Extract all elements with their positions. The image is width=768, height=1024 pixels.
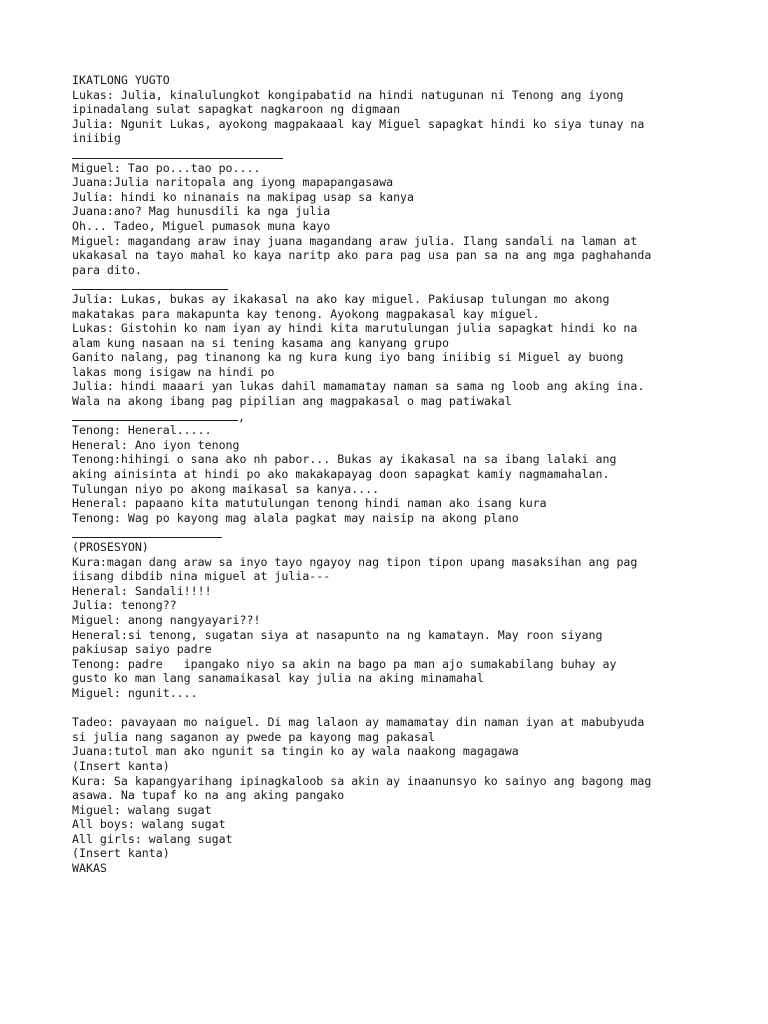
script-line: Heneral: Ano iyon tenong: [72, 437, 240, 452]
script-document: [72, 73, 722, 876]
script-line: Miguel: magandang araw inay juana magandang araw julia. Ilang sandali na laman at: [72, 233, 638, 248]
script-line: ukakasal na tayo mahal ko kaya naritp ako para pag usa pan sa na ang mga paghahanda: [72, 248, 652, 263]
script-line: aking ainisinta at hindi po ako makakapayag doon sapagkat kamiy nagmamahalan.: [72, 467, 610, 482]
separator-comma: ,: [238, 410, 245, 425]
script-line: Julia: Ngunit Lukas, ayokong magpakaaal kay Miguel sapagkat hindi ko siya tunay na: [72, 116, 645, 131]
script-line: Juana:ano? Mag hunusdili ka nga julia: [72, 204, 331, 219]
script-line: Heneral: papaano kita matutulungan tenong hindi naman ako isang kura: [72, 496, 547, 511]
script-line: lakas mong isigaw na hindi po: [72, 364, 275, 379]
script-line: Tadeo: pavayaan mo naiguel. Di mag lalaon ay mamamatay din naman iyan at mabubyuda: [72, 715, 645, 730]
script-line: All girls: walang sugat: [72, 831, 233, 846]
script-line: iisang dibdib nina miguel at julia---: [72, 569, 331, 584]
script-line: Tulungan niyo po akong maikasal sa kanya....: [72, 481, 380, 496]
separator-rule: [72, 525, 722, 540]
separator-rule: [72, 146, 722, 161]
ending-line: WAKAS: [72, 861, 107, 876]
script-line: Julia: tenong??: [72, 598, 177, 613]
script-line: Juana:Julia naritopala ang iyong mapapangasawa: [72, 175, 394, 190]
script-line: Miguel: walang sugat: [72, 802, 212, 817]
script-line: Tenong: Wag po kayong mag alala pagkat may naisip na akong plano: [72, 510, 519, 525]
script-line: Miguel: Tao po...tao po....: [72, 160, 261, 175]
script-line: para dito.: [72, 262, 142, 277]
script-line: Heneral: Sandali!!!!: [72, 583, 212, 598]
script-line: Heneral:si tenong, sugatan siya at nasapunto na ng kamatayn. May roon siyang: [72, 627, 603, 642]
script-line: Lukas: Julia, kinalulungkot kongipabatid na hindi natugunan ni Tenong ang iyong: [72, 87, 624, 102]
script-line: Julia: hindi maaari yan lukas dahil mamamatay naman sa sama ng loob ang aking ina.: [72, 379, 645, 394]
script-line: Miguel: anong nangyayari??!: [72, 612, 261, 627]
script-line: All boys: walang sugat: [72, 817, 226, 832]
script-line: makatakas para makapunta kay tenong. Ayokong magpakasal kay miguel.: [72, 306, 540, 321]
script-line: (Insert kanta): [72, 758, 170, 773]
script-line: Lukas: Gistohin ko nam iyan ay hindi kita marutulungan julia sapagkat hindi ko na: [72, 321, 638, 336]
script-line: Tenong: padre ipangako niyo sa akin na bago pa man ajo sumakabilang buhay ay: [72, 656, 617, 671]
script-line: (PROSESYON): [72, 540, 149, 554]
script-line: si julia nang saganon ay pwede pa kayong mag pakasal: [72, 729, 435, 744]
script-line: Miguel: ngunit....: [72, 685, 198, 700]
script-line: alam kung nasaan na si tening kasama ang kanyang grupo: [72, 335, 449, 350]
script-line: pakiusap saiyo padre: [72, 642, 212, 657]
blank-line: [72, 701, 722, 716]
script-line: Kura:magan dang araw sa inyo tayo ngayoy nag tipon tipon upang masaksihan ang pag: [72, 554, 638, 569]
separator-rule: [72, 277, 722, 292]
script-line: iniibig: [72, 131, 121, 146]
document-title: IKATLONG YUGTO: [72, 73, 170, 87]
script-line: ipinadalang sulat sapagkat nagkaroon ng digmaan: [72, 102, 401, 117]
script-line: Tenong:hihingi o sana ako nh pabor... Bukas ay ikakasal na sa ibang lalaki ang: [72, 452, 617, 467]
script-line: Wala na akong ibang pag pipilian ang magpakasal o mag patiwakal: [72, 394, 512, 409]
script-line: (Insert kanta): [72, 846, 170, 861]
script-line: Kura: Sa kapangyarihang ipinagkaloob sa akin ay inaanunsyo ko sainyo ang bagong mag: [72, 773, 652, 788]
script-line: asawa. Na tupaf ko na ang aking pangako: [72, 788, 345, 803]
script-line: Julia: Lukas, bukas ay ikakasal na ako kay miguel. Pakiusap tulungan mo akong: [72, 291, 610, 306]
script-line: Julia: hindi ko ninanais na makipag usap sa kanya: [72, 189, 415, 204]
script-line: Ganito nalang, pag tinanong ka ng kura kung iyo bang iniibig si Miguel ay buong: [72, 350, 624, 365]
script-line: Juana:tutol man ako ngunit sa tingin ko ay wala naakong magagawa: [72, 744, 519, 759]
script-line: Tenong: Heneral.....: [72, 423, 212, 438]
script-line: Oh... Tadeo, Miguel pumasok muna kayo: [72, 218, 331, 233]
separator-rule: [72, 409, 722, 424]
script-line: gusto ko man lang sanamaikasal kay julia na aking minamahal: [72, 671, 484, 686]
